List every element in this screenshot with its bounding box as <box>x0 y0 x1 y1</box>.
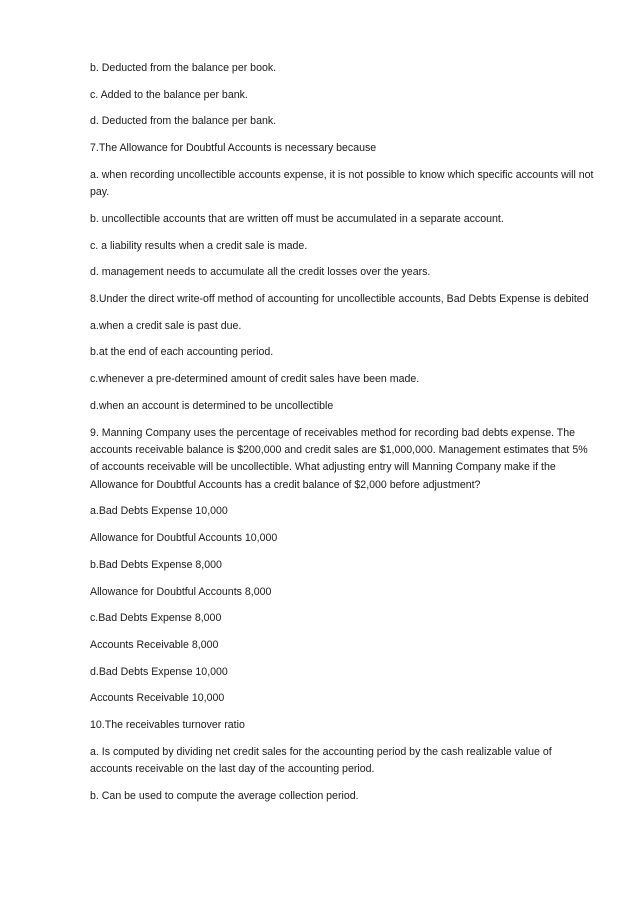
answer-7b: b. uncollectible accounts that are written off must be accumulated in a separate account. <box>90 212 504 225</box>
answer-7c: c. a liability results when a credit sale is made. <box>90 239 308 252</box>
answer-9c-line2: Accounts Receivable 8,000 <box>90 638 219 651</box>
question-10: 10.The receivables turnover ratio <box>90 719 245 732</box>
answer-7d-prev: d. Deducted from the balance per bank. <box>90 115 277 128</box>
document-page <box>90 60 595 815</box>
answer-9d-line2: Accounts Receivable 10,000 <box>90 692 225 705</box>
question-8: 8.Under the direct write-off method of accounting for uncollectible accounts, Bad Debts Expense is debited <box>90 293 589 306</box>
answer-7a: a. when recording uncollectible accounts expense, it is not possible to know which specific accounts will not pay. <box>90 168 594 199</box>
answer-10b: b. Can be used to compute the average collection period. <box>90 789 359 802</box>
answer-9a-line1: a.Bad Debts Expense 10,000 <box>90 505 228 518</box>
answer-9b-line1: b.Bad Debts Expense 8,000 <box>90 558 222 571</box>
question-7: 7.The Allowance for Doubtful Accounts is necessary because <box>90 142 377 155</box>
answer-9d-line1: d.Bad Debts Expense 10,000 <box>90 665 228 678</box>
answer-10a: a. Is computed by dividing net credit sales for the accounting period by the cash realizable value of accounts receivable on the last day of the accounting period. <box>90 745 552 776</box>
answer-7c-prev: c. Added to the balance per bank. <box>90 88 248 101</box>
answer-8b: b.at the end of each accounting period. <box>90 346 274 359</box>
answer-9b-line2: Allowance for Doubtful Accounts 8,000 <box>90 585 272 598</box>
answer-8a: a.when a credit sale is past due. <box>90 319 242 332</box>
answer-7d: d. management needs to accumulate all the credit losses over the years. <box>90 266 431 279</box>
answer-8d: d.when an account is determined to be uncollectible <box>90 399 334 412</box>
answer-9a-line2: Allowance for Doubtful Accounts 10,000 <box>90 532 278 545</box>
answer-8c: c.whenever a pre-determined amount of credit sales have been made. <box>90 373 420 386</box>
answer-7b-prev: b. Deducted from the balance per book. <box>90 62 277 74</box>
question-9: 9. Manning Company uses the percentage of receivables method for recording bad debts expense. The accounts receivable balance is $200,000 and credit sales are $1,000,000. Management estimates that 5% of accounts receivable will be uncollectible. What adjusting entry will Manning Company make if the Allowance for Doubtful Accounts has a credit balance of $2,000 before adjustment? <box>90 426 588 491</box>
answer-9c-line1: c.Bad Debts Expense 8,000 <box>90 612 222 625</box>
